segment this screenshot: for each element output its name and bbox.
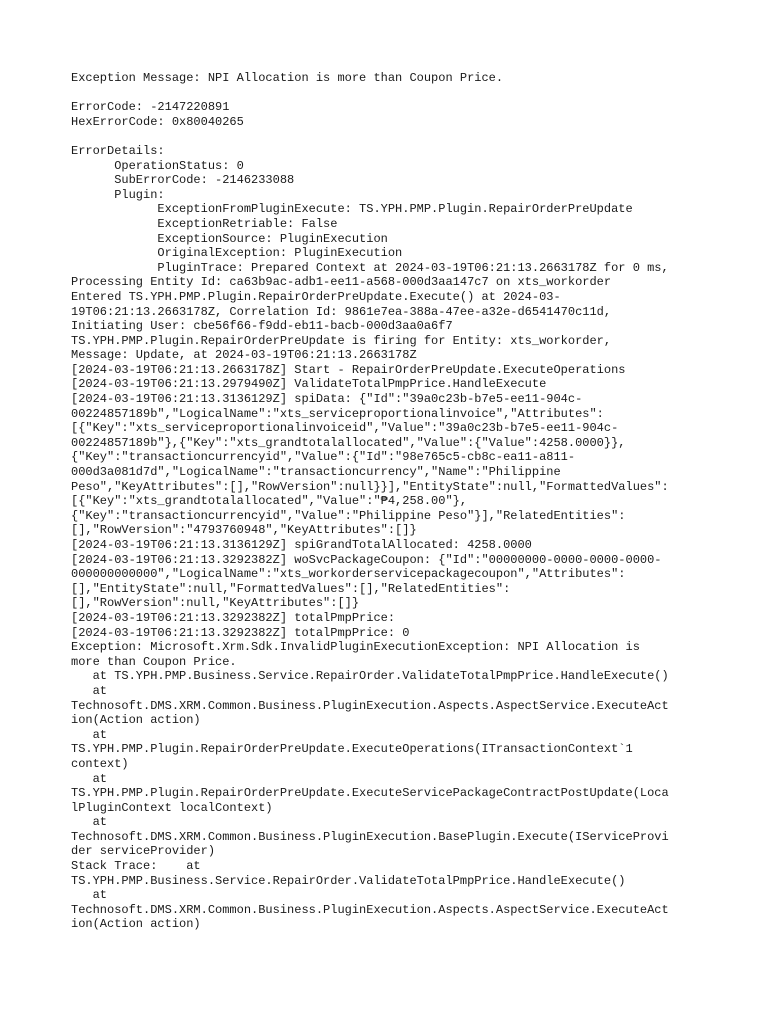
log-line: ion(Action action) <box>71 917 201 932</box>
log-line: [{"Key":"xts_serviceproportionalinvoiceid","Value":"39a0c23b-b7e5-ee11-904c- <box>71 421 619 436</box>
log-line: 19T06:21:13.2663178Z, Correlation Id: 9861e7ea-388a-47ee-a32e-d6541470c11d, <box>71 304 612 319</box>
log-line: ExceptionSource: PluginExecution <box>71 231 388 246</box>
log-line: at <box>71 727 108 742</box>
log-line: OperationStatus: 0 <box>71 158 244 173</box>
log-line: 000d3a081d7d","LogicalName":"transactioncurrency","Name":"Philippine <box>71 465 561 480</box>
log-line: context) <box>71 756 129 771</box>
log-line: TS.YPH.PMP.Plugin.RepairOrderPreUpdate is firing for Entity: xts_workorder, <box>71 333 612 348</box>
log-line: Technosoft.DMS.XRM.Common.Business.PluginExecution.Aspects.AspectService.ExecuteAct <box>71 698 669 713</box>
log-line: ExceptionRetriable: False <box>71 216 338 231</box>
log-line: Stack Trace: at <box>71 859 201 874</box>
log-line: TS.YPH.PMP.Business.Service.RepairOrder.ValidateTotalPmpPrice.HandleExecute() <box>71 873 626 888</box>
log-line <box>71 86 711 101</box>
log-line: [],"RowVersion":"4793760948","KeyAttributes":[]} <box>71 523 417 538</box>
log-line: [2024-03-19T06:21:13.2663178Z] Start - RepairOrderPreUpdate.ExecuteOperations <box>71 362 626 377</box>
log-line: OriginalException: PluginExecution <box>71 246 403 261</box>
log-line: [],"EntityState":null,"FormattedValues":[],"RelatedEntities": <box>71 581 511 596</box>
exception-log-document <box>71 71 711 932</box>
log-line: at TS.YPH.PMP.Business.Service.RepairOrder.ValidateTotalPmpPrice.HandleExecute() <box>71 669 669 684</box>
log-line: Technosoft.DMS.XRM.Common.Business.PluginExecution.BasePlugin.Execute(IServiceProvi <box>71 829 669 844</box>
log-line: more than Coupon Price. <box>71 654 237 669</box>
log-line: [2024-03-19T06:21:13.3292382Z] totalPmpPrice: 0 <box>71 625 410 640</box>
log-line: PluginTrace: Prepared Context at 2024-03-19T06:21:13.2663178Z for 0 ms, <box>71 260 669 275</box>
log-line: lPluginContext localContext) <box>71 800 273 815</box>
log-line: Message: Update, at 2024-03-19T06:21:13.2663178Z <box>71 348 417 363</box>
log-line: Exception Message: NPI Allocation is more than Coupon Price. <box>71 71 504 85</box>
log-line <box>71 129 711 144</box>
log-line: at <box>71 888 108 903</box>
log-line: 00224857189b","LogicalName":"xts_serviceproportionalinvoice","Attributes": <box>71 406 604 421</box>
log-line: Plugin: <box>71 187 165 202</box>
log-line: 00224857189b"},{"Key":"xts_grandtotalallocated","Value":{"Value":4258.0000}}, <box>71 435 626 450</box>
log-line: der serviceProvider) <box>71 844 216 859</box>
log-line: 000000000000","LogicalName":"xts_workorderservicepackagecoupon","Attributes": <box>71 567 626 582</box>
log-line: SubErrorCode: -2146233088 <box>71 173 295 188</box>
log-line: ion(Action action) <box>71 713 201 728</box>
log-line: TS.YPH.PMP.Plugin.RepairOrderPreUpdate.ExecuteServicePackageContractPostUpdate(Loca <box>71 786 669 801</box>
log-line: ErrorCode: -2147220891 <box>71 100 230 115</box>
log-line: at <box>71 815 108 830</box>
log-line: ErrorDetails: <box>71 143 165 158</box>
log-line: [],"RowVersion":null,"KeyAttributes":[]} <box>71 596 360 611</box>
log-line: ExceptionFromPluginExecute: TS.YPH.PMP.Plugin.RepairOrderPreUpdate <box>71 202 633 217</box>
log-line: at <box>71 771 108 786</box>
log-line: {"Key":"transactioncurrencyid","Value":{"Id":"98e765c5-cb8c-ea11-a811- <box>71 450 576 465</box>
log-line: [2024-03-19T06:21:13.3136129Z] spiGrandTotalAllocated: 4258.0000 <box>71 538 532 552</box>
log-line: Entered TS.YPH.PMP.Plugin.RepairOrderPreUpdate.Execute() at 2024-03- <box>71 289 561 304</box>
log-line: Processing Entity Id: ca63b9ac-adb1-ee11-a568-000d3aa147c7 on xts_workorder <box>71 275 612 290</box>
log-line: at <box>71 683 108 698</box>
log-line: [2024-03-19T06:21:13.3292382Z] totalPmpPrice: <box>71 610 396 625</box>
log-line: [2024-03-19T06:21:13.2979490Z] ValidateTotalPmpPrice.HandleExecute <box>71 377 547 392</box>
log-line: [{"Key":"xts_grandtotalallocated","Value":"₱4,258.00"}, <box>71 494 468 509</box>
log-line: [2024-03-19T06:21:13.3136129Z] spiData: {"Id":"39a0c23b-b7e5-ee11-904c- <box>71 392 583 407</box>
log-line: [2024-03-19T06:21:13.3292382Z] woSvcPackageCoupon: {"Id":"00000000-0000-0000-0000- <box>71 552 662 567</box>
log-line: HexErrorCode: 0x80040265 <box>71 114 244 129</box>
log-line: {"Key":"transactioncurrencyid","Value":"Philippine Peso"}],"RelatedEntities": <box>71 508 626 523</box>
log-line: TS.YPH.PMP.Plugin.RepairOrderPreUpdate.ExecuteOperations(ITransactionContext`1 <box>71 742 633 757</box>
log-line: Exception: Microsoft.Xrm.Sdk.InvalidPluginExecutionException: NPI Allocation is <box>71 640 640 655</box>
log-line: Peso","KeyAttributes":[],"RowVersion":null}}],"EntityState":null,"FormattedValues": <box>71 479 669 494</box>
log-line: Initiating User: cbe56f66-f9dd-eb11-bacb-000d3aa0a6f7 <box>71 319 453 334</box>
log-line: Technosoft.DMS.XRM.Common.Business.PluginExecution.Aspects.AspectService.ExecuteAct <box>71 902 669 917</box>
